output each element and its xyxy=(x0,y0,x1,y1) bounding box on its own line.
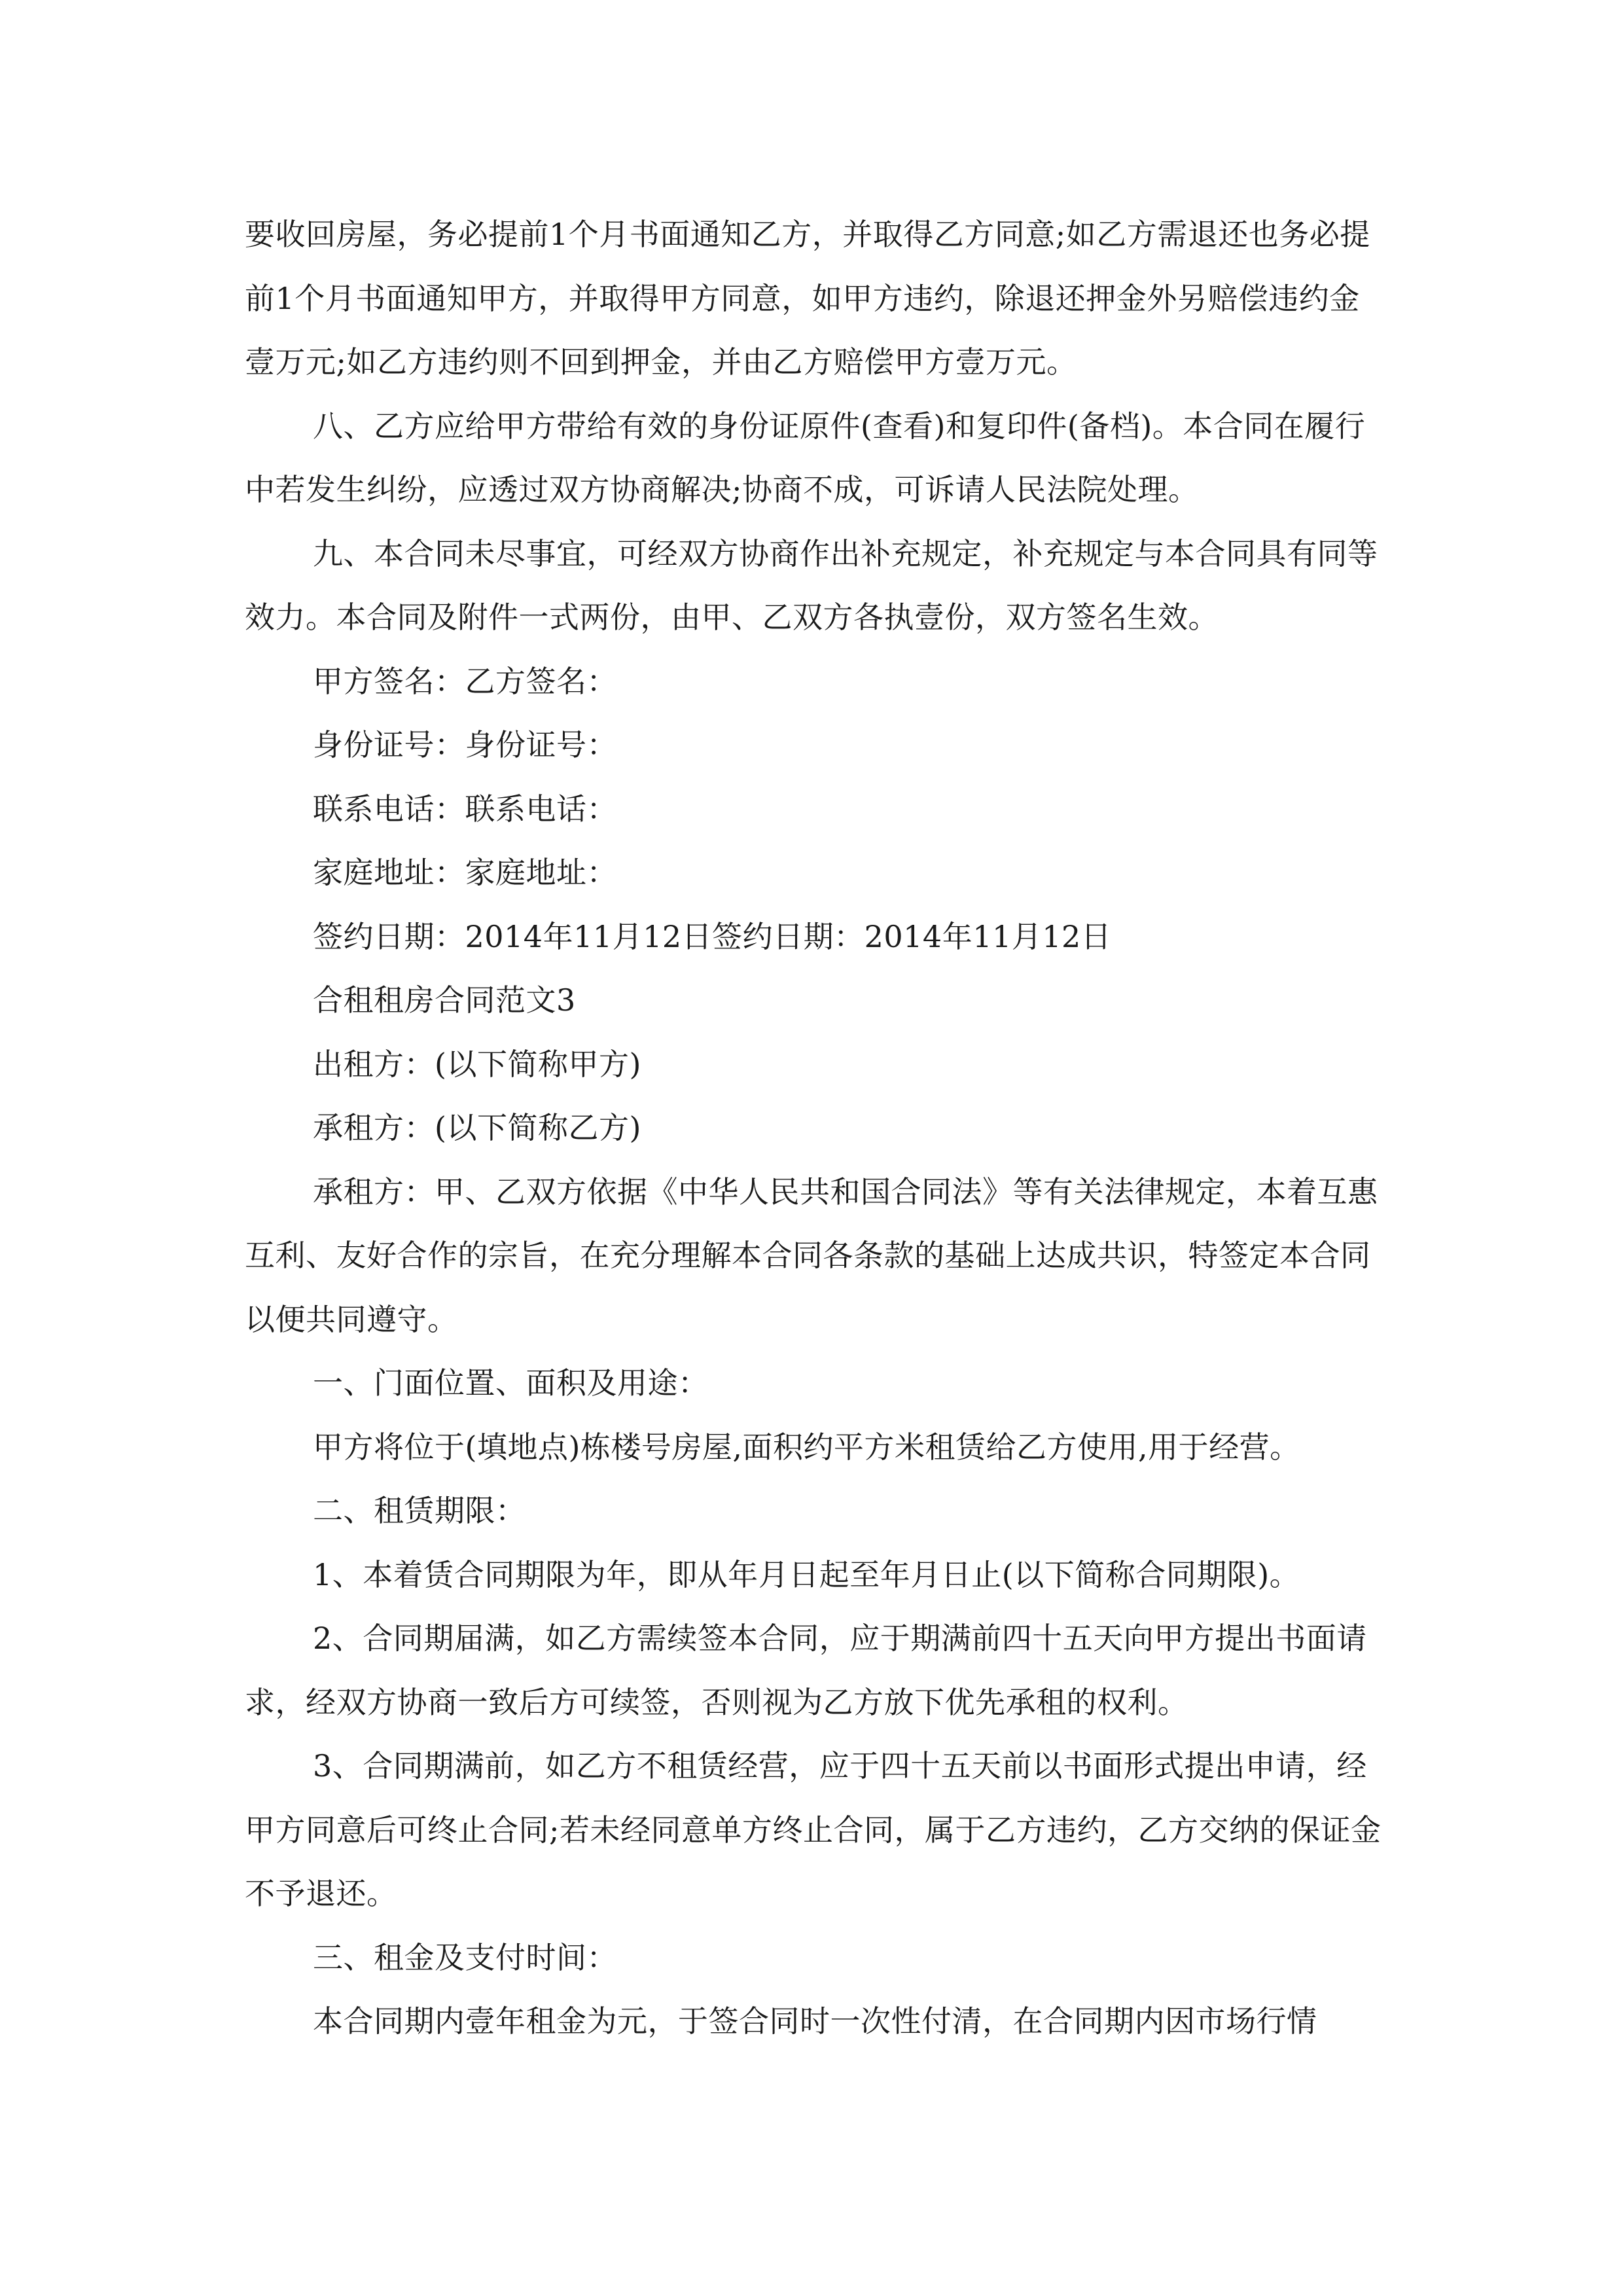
paragraph-term-2: 2、合同期届满，如乙方需续签本合同，应于期满前四十五天向甲方提出书面请求，经双方协商一致后方可续签，否则视为乙方放下优先承租的权利。 xyxy=(245,1621,1367,1720)
id-number-line: 身份证号：身份证号： xyxy=(313,727,617,762)
heading-rent: 三、租金及支付时间： xyxy=(313,1939,617,1975)
paragraph-rent: 本合同期内壹年租金为元，于签合同时一次性付清，在合同期内因市场行情 xyxy=(313,2003,1317,2039)
signature-line: 甲方签名：乙方签名： xyxy=(313,663,617,699)
paragraph-preamble: 承租方：甲、乙双方依据《中华人民共和国合同法》等有关法律规定，本着互惠互利、友好合作的宗旨，在充分理解本合同各条款的基础上达成共识，特签定本合同以便共同遵守。 xyxy=(245,1174,1378,1337)
paragraph-term-3: 3、合同期满前，如乙方不租赁经营，应于四十五天前以书面形式提出申请，经甲方同意后可终止合同;若未经同意单方终止合同，属于乙方违约，乙方交纳的保证金不予退还。 xyxy=(245,1748,1382,1911)
heading-location: 一、门面位置、面积及用途： xyxy=(313,1365,709,1401)
paragraph-clause-9: 九、本合同未尽事宜，可经双方协商作出补充规定，补充规定与本合同具有同等效力。本合同及附件一式两份，由甲、乙双方各执壹份，双方签名生效。 xyxy=(245,535,1378,635)
document-body xyxy=(245,203,1383,2054)
paragraph-location: 甲方将位于(填地点)栋楼号房屋,面积约平方米租赁给乙方使用,用于经营。 xyxy=(313,1429,1300,1465)
address-line: 家庭地址：家庭地址： xyxy=(313,855,617,890)
paragraph-term-1: 1、本着赁合同期限为年，即从年月日起至年月日止(以下简称合同期限)。 xyxy=(313,1556,1300,1592)
paragraph-clause-8: 八、乙方应给甲方带给有效的身份证原件(查看)和复印件(备档)。本合同在履行中若发生纠纷，应透过双方协商解决;协商不成，可诉请人民法院处理。 xyxy=(245,408,1366,507)
sign-date-line: 签约日期：2014年11月12日签约日期：2014年11月12日 xyxy=(313,918,1112,954)
lessee-line: 承租方：(以下简称乙方) xyxy=(313,1110,641,1145)
heading-term: 二、租赁期限： xyxy=(313,1493,526,1528)
paragraph-continuation: 要收回房屋，务必提前1个月书面通知乙方，并取得乙方同意;如乙方需退还也务必提前1个月书面通知甲方，并取得甲方同意，如甲方违约，除退还押金外另赔偿违约金壹万元;如乙方违约则不回到押金，并由乙方赔偿甲方壹万元。 xyxy=(245,217,1370,380)
phone-line: 联系电话：联系电话： xyxy=(313,791,617,827)
lessor-line: 出租方：(以下简称甲方) xyxy=(313,1046,641,1082)
section-title: 合租租房合同范文3 xyxy=(313,982,576,1018)
